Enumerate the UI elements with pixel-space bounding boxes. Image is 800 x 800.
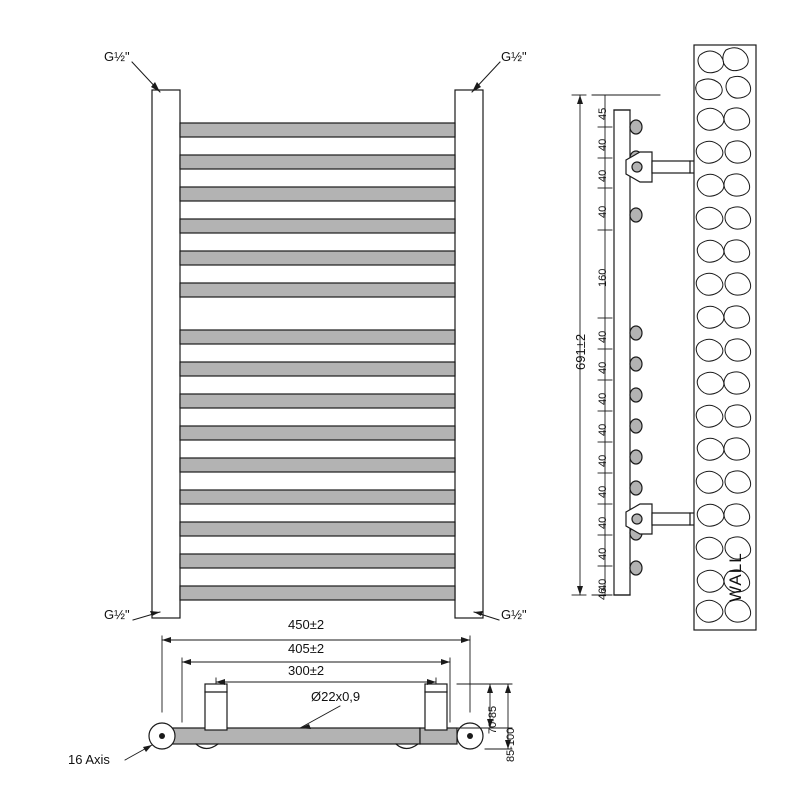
front-view-left-post	[152, 90, 180, 618]
label-side-segment-3: 40	[597, 205, 609, 218]
label-tube-diameter: Ø22x0,9	[311, 689, 361, 704]
label-connection-bottom-left: G½"	[104, 607, 130, 622]
label-connection-top-left: G½"	[104, 49, 130, 64]
label-depth-70-85: 70-85	[487, 705, 499, 734]
label-side-segment-7: 40	[597, 392, 609, 405]
front-view-right-post	[455, 90, 483, 618]
label-side-segment-6: 40	[597, 361, 609, 374]
label-connection-bottom-right: G½"	[501, 607, 527, 622]
wall-hatch-block	[694, 45, 756, 630]
label-width-300: 300±2	[288, 663, 325, 678]
label-side-segment-9: 40	[597, 454, 609, 467]
label-width-405: 405±2	[288, 641, 325, 656]
label-side-segment-5: 40	[597, 330, 609, 343]
label-side-segment-1: 40	[597, 138, 609, 151]
label-side-segment-4: 160	[597, 268, 609, 287]
label-side-segment-8: 40	[597, 423, 609, 436]
label-depth-85-100: 85-100	[505, 727, 517, 762]
label-overall-height: 691±2	[573, 333, 588, 370]
front-view-rails	[180, 123, 455, 600]
label-connection-top-right: G½"	[501, 49, 527, 64]
label-side-segment-10: 40	[597, 485, 609, 498]
label-width-450: 450±2	[288, 617, 325, 632]
label-side-segment-12: 40	[597, 547, 609, 560]
label-wall: WALL	[726, 552, 745, 602]
label-side-segment-14: 46	[597, 587, 609, 600]
label-axis: 16 Axis	[68, 752, 110, 767]
label-side-segment-13: 40	[597, 578, 609, 591]
label-side-segment-2: 40	[597, 169, 609, 182]
label-side-segment-0: 45	[597, 107, 609, 120]
label-side-segment-11: 40	[597, 516, 609, 529]
